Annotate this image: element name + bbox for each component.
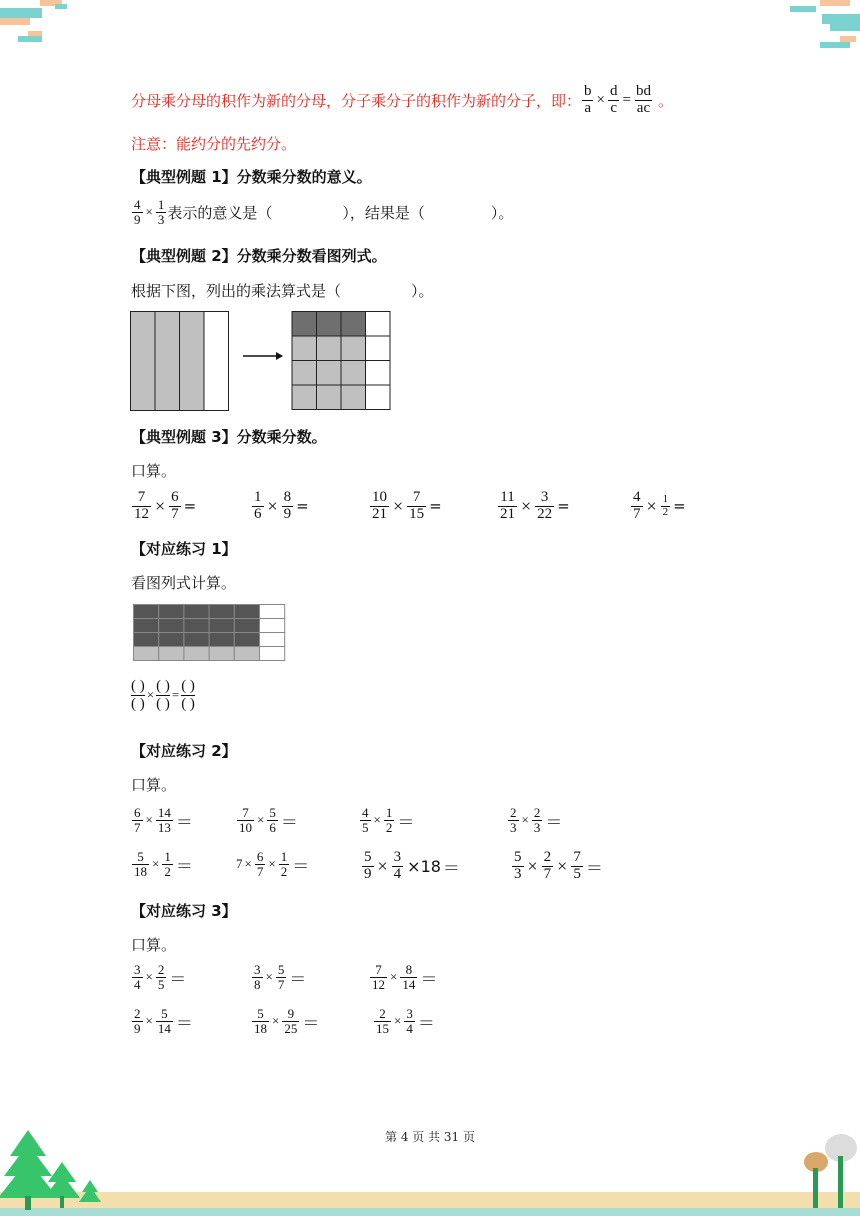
times-sign: × xyxy=(257,812,265,828)
p2-item xyxy=(131,806,193,834)
grid-cell xyxy=(260,647,285,661)
fraction-b: $\frac{1}{2}$ xyxy=(385,805,393,835)
example1-title: 【典型例题 1】分数乘分数的意义。 xyxy=(131,168,372,186)
equals-sign: ＝ xyxy=(175,1013,193,1034)
equals-sign: ＝ xyxy=(169,969,187,990)
grid-cell xyxy=(366,336,391,361)
grid-cell xyxy=(341,336,366,361)
grid-cell xyxy=(134,633,159,647)
grid-cell xyxy=(317,385,342,410)
grid-cell xyxy=(234,605,259,619)
grid-cell xyxy=(159,633,184,647)
equals-sign: ＝ xyxy=(175,856,193,877)
grid-cell xyxy=(292,336,317,361)
grid-cell xyxy=(292,361,317,386)
practice2-title: 【对应练习 2】 xyxy=(131,742,237,760)
fraction-a: $\frac{2}{15}$ xyxy=(376,1006,389,1036)
p2-item xyxy=(236,850,309,878)
grid-cell xyxy=(260,605,285,619)
ex3-item xyxy=(497,490,570,523)
ex1-frac-1: $\frac{4}{9}$ xyxy=(134,197,141,227)
example3-title: 【典型例题 3】分数乘分数。 xyxy=(131,428,327,446)
ex2-question-end: ）。 xyxy=(411,282,434,300)
p2-item xyxy=(511,850,603,883)
grid-cell xyxy=(292,312,317,337)
grid-cell xyxy=(234,647,259,661)
equals-sign: ＝ xyxy=(420,969,438,990)
p2-item xyxy=(131,850,193,878)
rule-end: 。 xyxy=(657,91,673,110)
times-sign: × xyxy=(393,495,404,516)
times-sign: × xyxy=(145,204,153,220)
grid-cell xyxy=(292,385,317,410)
grid-cell xyxy=(341,361,366,386)
times-sign: × xyxy=(521,812,529,828)
fraction-a: $\frac{7}{12}$ xyxy=(372,962,385,992)
grid-cell xyxy=(159,647,184,661)
grid-cell xyxy=(317,312,342,337)
grid-cell xyxy=(184,633,209,647)
grid-cell xyxy=(341,312,366,337)
p2-item xyxy=(507,806,562,834)
example2-question xyxy=(131,280,434,301)
ex1-text-3: ）。 xyxy=(490,203,514,222)
fraction-a: $\frac{11}{21}$ xyxy=(500,489,515,522)
corner-decoration-left xyxy=(0,0,90,50)
times-sign: × xyxy=(521,495,532,516)
rule-frac-2: $\frac{d}{c}$ xyxy=(609,83,618,116)
grid-cell xyxy=(134,619,159,633)
grid-cell xyxy=(159,619,184,633)
equals-sign: = xyxy=(183,497,197,516)
grid-cell xyxy=(209,633,234,647)
paren-frac-3[interactable]: ( ) ( ) xyxy=(181,678,195,712)
grid-cell xyxy=(234,619,259,633)
equals-sign: ＝ xyxy=(175,812,193,833)
times-sign: × xyxy=(244,856,252,872)
p3-item xyxy=(131,963,186,991)
fraction-b: $\frac{5}{6}$ xyxy=(269,805,276,835)
practice2-row-2 xyxy=(131,850,751,890)
equals-sign: ＝ xyxy=(442,858,460,879)
multiplier: ×18 xyxy=(407,856,441,876)
equals-sign: = xyxy=(622,91,631,108)
fraction-a: $\frac{7}{10}$ xyxy=(239,805,252,835)
fraction-a: $\frac{2}{9}$ xyxy=(134,1006,141,1036)
times-sign: × xyxy=(377,855,388,876)
grid-cell xyxy=(209,619,234,633)
fraction-b: $\frac{7}{15}$ xyxy=(409,489,425,522)
times-sign: × xyxy=(373,812,381,828)
fraction-b: $\frac{9}{25}$ xyxy=(284,1006,298,1036)
fraction-a: $\frac{6}{7}$ xyxy=(256,849,264,879)
fraction-b: $\frac{5}{7}$ xyxy=(277,962,285,992)
grid-cell xyxy=(184,647,209,661)
rule-line xyxy=(131,84,673,117)
practice1-title: 【对应练习 1】 xyxy=(131,540,237,558)
grid-cell xyxy=(184,605,209,619)
fraction-a: $\frac{4}{5}$ xyxy=(362,805,369,835)
p2-item xyxy=(236,806,298,834)
fraction-b: $\frac{6}{7}$ xyxy=(171,489,179,522)
times-sign: × xyxy=(596,91,605,108)
times-sign: × xyxy=(155,495,166,516)
grid-cell xyxy=(159,605,184,619)
grid-cell xyxy=(260,619,285,633)
equals-sign: ＝ xyxy=(302,1013,320,1034)
rule-frac-result: $\frac{bd}{ac}$ xyxy=(635,83,651,116)
fraction-b: $\frac{3}{4}$ xyxy=(406,1006,413,1036)
fraction-b: $\frac{3}{4}$ xyxy=(393,849,402,882)
rule-text: 分母乘分母的积作为新的分母，分子乘分子的积作为新的分子，即： xyxy=(131,91,582,110)
equals-sign: ＝ xyxy=(397,812,415,833)
p3-item xyxy=(251,963,306,991)
practice2-sub: 口算。 xyxy=(131,776,177,794)
example2-title: 【典型例题 2】分数乘分数看图列式。 xyxy=(131,247,387,265)
fraction-c: $\frac{7}{5}$ xyxy=(573,849,581,882)
equals-sign: ＝ xyxy=(280,812,298,833)
page-footer: 第 4 页 共 31 页 xyxy=(385,1130,475,1144)
ex1-frac-2: $\frac{1}{3}$ xyxy=(157,197,165,227)
ex3-item xyxy=(131,490,196,523)
fraction-b: $\frac{1}{2}$ xyxy=(280,849,288,879)
fraction-a: $\frac{5}{18}$ xyxy=(134,849,147,879)
p3-item xyxy=(373,1007,435,1035)
practice3-row-1 xyxy=(131,963,751,1001)
p2-item xyxy=(359,806,414,834)
ex3-item xyxy=(251,490,309,523)
times-sign: × xyxy=(646,495,657,516)
fraction-a: $\frac{3}{4}$ xyxy=(134,962,141,992)
whole-number: 7 xyxy=(236,856,243,872)
grid-cell xyxy=(184,619,209,633)
practice1-figure xyxy=(133,604,287,662)
arrow-icon xyxy=(243,352,283,360)
right-grid xyxy=(292,312,390,410)
fraction-b: $\frac{1}{2}$ xyxy=(164,849,171,879)
ex1-text-1: 表示的意义是（ xyxy=(167,203,273,222)
ex1-text-2: ），结果是（ xyxy=(342,203,425,222)
times-sign: × xyxy=(394,1013,402,1029)
practice1-formula xyxy=(131,678,195,712)
ex3-item xyxy=(369,490,442,523)
grid-cell xyxy=(341,385,366,410)
times-sign: × xyxy=(145,969,153,985)
left-grid xyxy=(131,312,229,411)
grid-cell xyxy=(366,312,391,337)
fraction-a: $\frac{5}{3}$ xyxy=(514,849,522,882)
p3-item xyxy=(369,963,437,991)
paren-frac-1[interactable]: ( ) ( ) xyxy=(131,678,145,712)
times-sign: × xyxy=(268,856,276,872)
ex3-item xyxy=(630,490,686,523)
times-sign: × xyxy=(272,1013,280,1029)
example3-sub: 口算。 xyxy=(131,462,177,480)
paren-frac-2[interactable]: ( ) ( ) xyxy=(156,678,170,712)
practice3-sub: 口算。 xyxy=(131,936,177,954)
grid-cell xyxy=(209,605,234,619)
equals-sign: = xyxy=(673,497,686,516)
equals-sign: ＝ xyxy=(585,858,603,879)
grid-cell xyxy=(234,633,259,647)
fraction-b: $\frac{1}{2}$ xyxy=(662,493,669,518)
ex2-question-text: 根据下图，列出的乘法算式是（ xyxy=(131,282,342,300)
corner-decoration-right xyxy=(770,0,860,50)
bottom-decoration xyxy=(0,1126,860,1216)
p2-item xyxy=(361,850,460,883)
grid-cell xyxy=(134,605,159,619)
times-sign: × xyxy=(265,969,273,985)
times-sign: × xyxy=(390,969,398,985)
grid-cell xyxy=(366,385,391,410)
rule-frac-1: $\frac{b}{a}$ xyxy=(584,83,592,116)
fraction-a: $\frac{6}{7}$ xyxy=(134,805,141,835)
equals-sign: ＝ xyxy=(545,812,563,833)
equals-sign: ＝ xyxy=(292,856,310,877)
note: 注意：能约分的先约分。 xyxy=(131,135,297,153)
fraction-a: $\frac{3}{8}$ xyxy=(254,962,261,992)
example2-figure xyxy=(130,311,392,412)
grid-cell xyxy=(134,647,159,661)
fraction-a: $\frac{5}{9}$ xyxy=(364,849,372,882)
times-sign: × xyxy=(152,856,160,872)
practice1-sub: 看图列式计算。 xyxy=(131,574,237,592)
tree-icon xyxy=(0,1130,101,1210)
fraction-b: $\frac{2}{5}$ xyxy=(157,962,165,992)
fraction-b: $\frac{5}{14}$ xyxy=(157,1006,171,1036)
equals-sign: = xyxy=(557,497,570,516)
equals-sign: ＝ xyxy=(289,969,307,990)
fraction-b: $\frac{2}{3}$ xyxy=(533,805,541,835)
practice3-title: 【对应练习 3】 xyxy=(131,902,237,920)
fraction-b: $\frac{2}{7}$ xyxy=(543,849,552,882)
fraction-a: $\frac{2}{3}$ xyxy=(510,805,517,835)
times-sign: × xyxy=(557,855,568,876)
times-sign: × xyxy=(146,687,155,702)
times-sign: × xyxy=(145,812,153,828)
p3-item xyxy=(131,1007,193,1035)
fraction-b: $\frac{8}{9}$ xyxy=(283,489,292,522)
equals-sign: = xyxy=(171,687,180,702)
p3-item xyxy=(251,1007,319,1035)
times-sign: × xyxy=(267,495,278,516)
times-sign: × xyxy=(527,855,538,876)
fraction-a: $\frac{10}{21}$ xyxy=(372,489,387,522)
grid-cell xyxy=(317,361,342,386)
fraction-a: $\frac{1}{6}$ xyxy=(254,489,262,522)
practice2-row-1 xyxy=(131,806,751,842)
fraction-b: $\frac{14}{13}$ xyxy=(157,805,171,835)
fraction-b: $\frac{3}{22}$ xyxy=(537,489,553,522)
fraction-a: $\frac{5}{18}$ xyxy=(254,1006,267,1036)
fraction-a: $\frac{4}{7}$ xyxy=(633,489,641,522)
grid-cell xyxy=(209,647,234,661)
grid-cell xyxy=(366,361,391,386)
equals-sign: = xyxy=(429,497,442,516)
example1-question xyxy=(131,198,513,226)
fraction-b: $\frac{8}{14}$ xyxy=(402,962,416,992)
equals-sign: = xyxy=(296,497,309,516)
equals-sign: ＝ xyxy=(417,1013,435,1034)
times-sign: × xyxy=(145,1013,153,1029)
practice3-row-2 xyxy=(131,1007,751,1045)
fraction-a: $\frac{7}{12}$ xyxy=(134,489,149,522)
example3-row xyxy=(131,490,751,530)
grid-cell xyxy=(317,336,342,361)
grid-cell xyxy=(260,633,285,647)
